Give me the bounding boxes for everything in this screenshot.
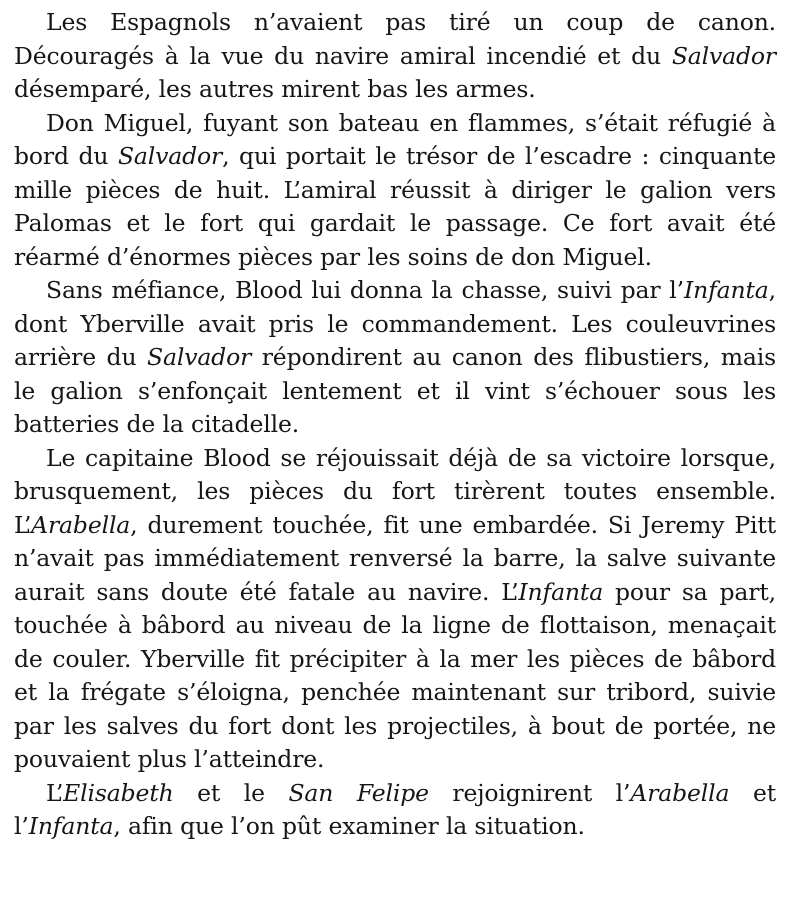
text-run: Les Espagnols n’avaient pas tiré un coup de canon. Découragés à la vue du navire amiral incendié et du — [14, 8, 776, 70]
ship-name-arabella: Arabella — [630, 778, 730, 807]
paragraph-5 — [14, 777, 776, 844]
ship-name-infanta: Infanta — [518, 577, 604, 606]
text-run: et l’ — [14, 778, 777, 840]
text-run: L’ — [46, 778, 64, 807]
ship-name-arabella: Arabella — [31, 510, 131, 539]
ship-name-infanta: Infanta — [28, 812, 114, 840]
ship-name-salvador: Salvador — [117, 142, 223, 170]
text-run: , dont Yberville avait pris le commandement. Les couleuvrines arrière du — [14, 276, 776, 371]
ship-name-salvador: Salvador — [147, 343, 252, 371]
ship-name-elisabeth: Elisabeth — [63, 778, 174, 807]
text-run: Le capitaine Blood se réjouissait déjà de sa victoire lorsque, brusquement, les pièces du fort tirèrent toutes ensemble. L’ — [14, 443, 776, 539]
text-run: Sans méfiance, Blood lui donna la chasse, suivi par l’ — [46, 276, 684, 304]
text-run: , durement touchée, fit une embardée. Si Jeremy Pitt n’avait pas immédiatement renversé la barre, la salve suivante aurait sans doute été fatale au navire. L’ — [14, 510, 776, 606]
ship-name-san-felipe: San Felipe — [288, 778, 429, 807]
text-run: pour sa part, touchée à bâbord au niveau de la ligne de flottaison, menaçait de couler. Yberville fit précipiter à la mer les pièces de bâbord et la frégate s’éloigna, penchée maintenant sur tribord, suivie par les salves du fort dont les projectiles, à bout de portée, ne pouvaient plus l’atteindre. — [14, 577, 776, 773]
ship-name-infanta: Infanta — [684, 276, 769, 304]
text-run: , qui portait le trésor de l’escadre : cinquante mille pièces de huit. L’amiral réussit à diriger le galion vers Palomas et le fort qui gardait le passage. Ce fort avait été réarmé d’énormes pièces par les soins de don Miguel. — [14, 142, 776, 271]
paragraph-1 — [14, 6, 776, 107]
text-run: , afin que l’on pût examiner la situation. — [113, 812, 585, 840]
text-run: rejoignirent l’ — [428, 778, 631, 807]
text-run: Don Miguel, fuyant son bateau en flammes, s’était réfugié à bord du — [14, 108, 776, 170]
ship-name-salvador: Salvador — [671, 41, 776, 70]
text-run: désemparé, les autres mirent bas les armes. — [14, 75, 536, 103]
text-run: et le — [173, 778, 289, 807]
paragraph-3 — [14, 274, 776, 442]
paragraph-4 — [14, 442, 776, 777]
text-run: répondirent au canon des flibustiers, mais le galion s’enfonçait lentement et il vint s’échouer sous les batteries de la citadelle. — [14, 343, 776, 438]
book-page-text — [14, 6, 776, 844]
paragraph-2 — [14, 107, 776, 275]
